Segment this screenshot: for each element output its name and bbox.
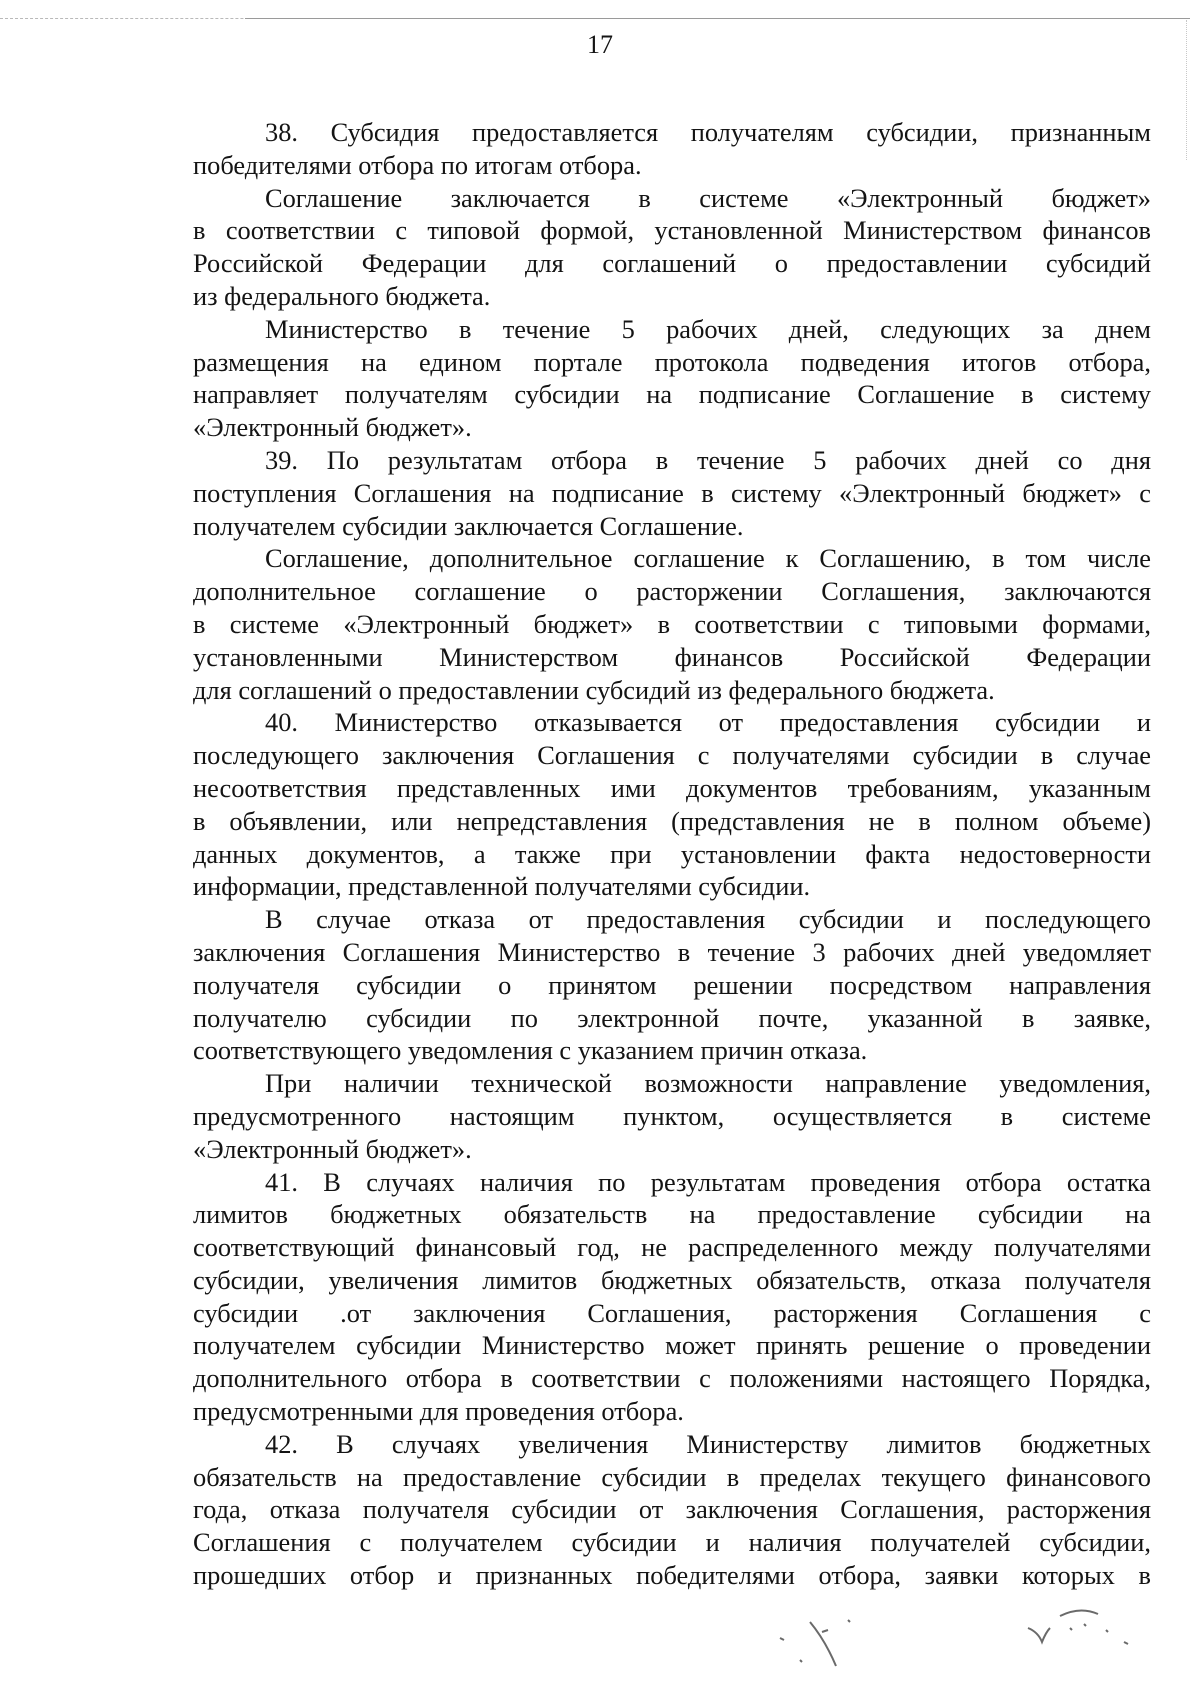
text-line: получателем субсидии Министерство может принять решение о проведении [193,1330,1151,1361]
text-line: в соответствии с типовой формой, установленной Министерством финансов [193,215,1151,246]
text-line: субсидии .от заключения Соглашения, расторжения Соглашения с [193,1297,1151,1328]
paragraph [193,182,1151,313]
text-line: 40. Министерство отказывается от предоставления субсидии и [265,707,1151,738]
text-line: размещения на едином портале протокола подведения итогов отбора, [193,346,1151,377]
text-line: предусмотренного настоящим пунктом, осуществляется в системе [193,1100,1151,1131]
text-line: в объявлении, или непредставления (представления не в полном объеме) [193,805,1151,836]
text-line: лимитов бюджетных обязательств на предоставление субсидии на [193,1199,1151,1230]
text-line: направляет получателям субсидии на подписание Соглашение в систему [193,379,1151,410]
handwritten-initials-mark [770,1610,880,1680]
text-line: При наличии технической возможности направление уведомления, [265,1068,1151,1099]
text-line: несоответствия представленных ими документов требованиям, указанным [193,772,1151,803]
text-line: В случае отказа от предоставления субсидии и последующего [265,904,1151,935]
text-line: «Электронный бюджет». [193,412,472,443]
text-line: Российской Федерации для соглашений о предоставлении субсидий [193,248,1151,279]
paragraph [193,313,1151,444]
text-line: соответствующий финансовый год, не распределенного между получателями [193,1232,1151,1263]
text-line: получателя субсидии о принятом решении посредством направления [193,969,1151,1000]
text-line: данных документов, а также при установлении факта недостоверности [193,838,1151,869]
document-body [193,116,1151,1592]
text-line: 41. В случаях наличия по результатам проведения отбора остатка [265,1166,1151,1197]
text-line: заключения Соглашения Министерство в течение 3 рабочих дней уведомляет [193,936,1151,967]
text-line: в системе «Электронный бюджет» в соответствии с типовыми формами, [193,608,1151,639]
text-line: прошедших отбор и признанных победителями отбора, заявки которых в [193,1560,1151,1591]
text-line: поступления Соглашения на подписание в систему «Электронный бюджет» с [193,477,1151,508]
text-line: «Электронный бюджет». [193,1133,472,1164]
page-number: 17 [587,30,613,59]
text-line: Соглашение заключается в системе «Электронный бюджет» [265,182,1151,213]
text-line: Соглашение, дополнительное соглашение к Соглашению, в том числе [265,543,1151,574]
text-line: соответствующего уведомления с указанием причин отказа. [193,1035,868,1066]
paragraph [193,903,1151,1067]
text-line: Министерство в течение 5 рабочих дней, следующих за днем [265,313,1151,344]
text-line: информации, представленной получателями субсидии. [193,871,811,902]
paragraph [193,706,1151,903]
paragraph [193,116,1151,182]
text-line: дополнительное соглашение о расторжении Соглашения, заключаются [193,576,1151,607]
text-line: установленными Министерством финансов Российской Федерации [193,641,1151,672]
text-line: 38. Субсидия предоставляется получателям субсидии, признанным [265,117,1151,147]
text-line: получателю субсидии по электронной почте, указанной в заявке, [193,1002,1151,1033]
text-line: 42. В случаях увеличения Министерству лимитов бюджетных [265,1428,1151,1459]
text-line: победителями отбора по итогам отбора. [193,149,642,180]
text-line: из федерального бюджета. [193,280,491,311]
paragraph [193,1067,1151,1165]
paragraph [193,1166,1151,1428]
text-line: дополнительного отбора в соответствии с положениями настоящего Порядка, [193,1363,1151,1394]
text-line: получателем субсидии заключается Соглашение. [193,510,744,541]
text-line: последующего заключения Соглашения с получателями субсидии в случае [193,740,1151,771]
text-line: 39. По результатам отбора в течение 5 рабочих дней со дня [265,444,1151,475]
text-line: для соглашений о предоставлении субсидий из федерального бюджета. [193,674,995,705]
text-line: субсидии, увеличения лимитов бюджетных обязательств, отказа получателя [193,1264,1151,1295]
handwritten-signature-mark [1020,1598,1150,1668]
text-line: обязательств на предоставление субсидии в пределах текущего финансового [193,1461,1151,1492]
paragraph [193,444,1151,542]
paragraph [193,542,1151,706]
text-line: предусмотренными для проведения отбора. [193,1396,684,1427]
paragraph [193,1428,1151,1592]
scan-edge-line [245,18,1190,19]
text-line: Соглашения с получателем субсидии и наличия получателей субсидии, [193,1527,1151,1558]
text-line: года, отказа получателя субсидии от заключения Соглашения, расторжения [193,1494,1151,1525]
